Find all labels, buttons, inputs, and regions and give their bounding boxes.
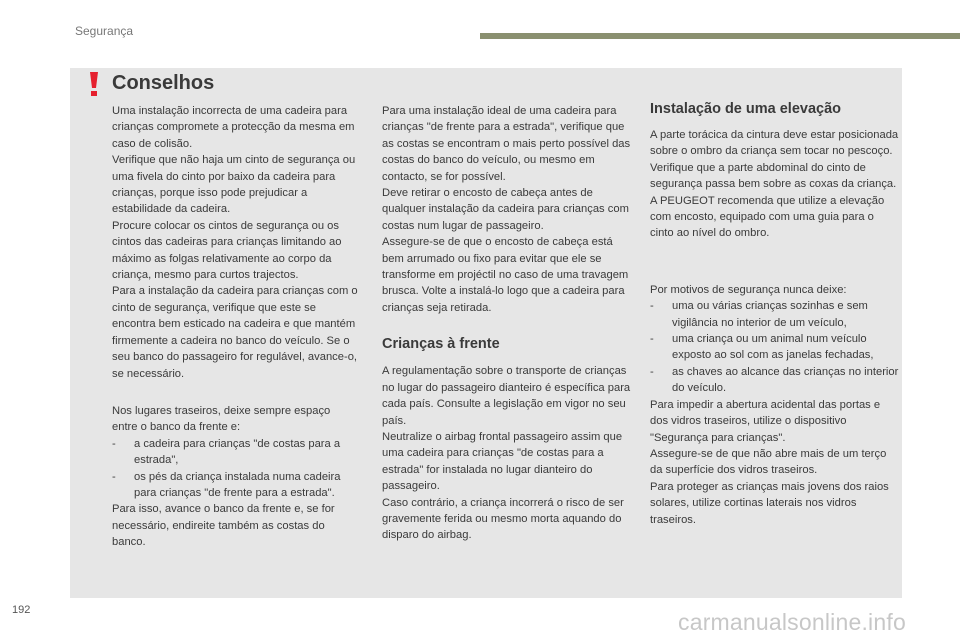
list-item: - uma ou várias crianças sozinhas e sem vigilância no interior de um veículo, [650, 300, 868, 329]
paragraph: Para a instalação da cadeira para crianças com o cinto de segurança, verifique que este se encontra bem esticado na cadeira e que mantém firmemente a cadeira no banco do veículo. Se o seu banco do passageiro for regulável, avance-o, se necessário. [112, 285, 358, 380]
paragraph: Para isso, avance o banco da frente e, se for necessário, endireite também as costas do banco. [112, 503, 335, 549]
list-item: - uma criança ou um animal num veículo exposto ao sol com as janelas fechadas, [650, 333, 874, 362]
advice-column-1 [112, 103, 358, 551]
paragraph: Assegure-se de que não abre mais de um terço da superfície dos vidros traseiros. [650, 447, 887, 477]
exclamation-warning-icon [86, 71, 102, 97]
advice-column-2 [382, 103, 632, 544]
paragraph: A PEUGEOT recomenda que utilize a elevação com encosto, equipado com uma guia para o cinto ao nível do ombro. [650, 194, 885, 240]
list-item: - a cadeira para crianças "de costas para a estrada", [112, 437, 341, 467]
paragraph: Assegure-se de que o encosto de cabeça está bem arrumado ou fixo para evitar que ele se transforme em projéctil no caso de uma travagem brusca. Volte a instalá-lo logo que a cadeira para crianças seja retirada. [382, 236, 629, 314]
paragraph: Procure colocar os cintos de segurança ou os cintos das cadeiras para crianças limitando ao máximo as folgas relativamente ao corpo da criança, mesmo para curtos trajectos. [112, 219, 342, 282]
paragraph: Verifique que a parte abdominal do cinto de segurança passa bem sobre as coxas da criança. [650, 161, 897, 191]
page-number: 192 [12, 604, 31, 616]
watermark: carmanualsonline.info [678, 609, 906, 635]
paragraph: Uma instalação incorrecta de uma cadeira para crianças compromete a protecção da mesma em caso de colisão. [112, 105, 355, 150]
list-item: - os pés da criança instalada numa cadeira para crianças "de frente para a estrada". [112, 470, 341, 499]
paragraph: Nos lugares traseiros, deixe sempre espaço entre o banco da frente e: [112, 404, 331, 434]
list-item: - as chaves ao alcance das crianças no interior do veículo. [650, 365, 899, 395]
paragraph: A parte torácica da cintura deve estar posicionada sobre o ombro da criança sem tocar no pescoço. [650, 129, 899, 158]
children-front-heading: Crianças à frente [382, 336, 500, 353]
paragraph: Deve retirar o encosto de cabeça antes de qualquer instalação da cadeira para crianças com costas num lugar de passageiro. [382, 187, 629, 232]
paragraph: Verifique que não haja um cinto de segurança ou uma fivela do cinto por baixo da cadeira para crianças, porque isso pode prejudicar a estabilidade da cadeira. [112, 154, 356, 216]
advice-column-3 [650, 100, 900, 528]
paragraph: Neutralize o airbag frontal passageiro assim que uma cadeira para crianças "de costas para a estrada" for instalada no lugar dianteiro do passageiro. [382, 430, 623, 493]
section-label: Segurança [75, 24, 134, 38]
booster-heading: Instalação de uma elevação [650, 101, 842, 117]
header-accent-bar [480, 33, 960, 39]
paragraph: Para impedir a abertura acidental das portas e dos vidros traseiros, utilize o dispositivo "Segurança para crianças". [650, 398, 881, 444]
panel-title: Conselhos [112, 72, 215, 94]
paragraph: Por motivos de segurança nunca deixe: [650, 283, 847, 296]
paragraph: Para proteger as crianças mais jovens dos raios solares, utilize cortinas laterais nos vidros traseiros. [650, 480, 889, 526]
paragraph: Caso contrário, a criança incorrerá o risco de ser gravemente ferida ou mesmo morta aquando do disparo do airbag. [382, 496, 624, 542]
paragraph: Para uma instalação ideal de uma cadeira para crianças "de frente para a estrada", verifique que as costas se encontram o mais perto possível das costas do banco do veículo, ou mesmo em contacto, se for possível. [382, 105, 631, 183]
paragraph: A regulamentação sobre o transporte de crianças no lugar do passageiro dianteiro é específica para cada país. Consulte a legislação em vigor no seu país. [382, 365, 631, 427]
